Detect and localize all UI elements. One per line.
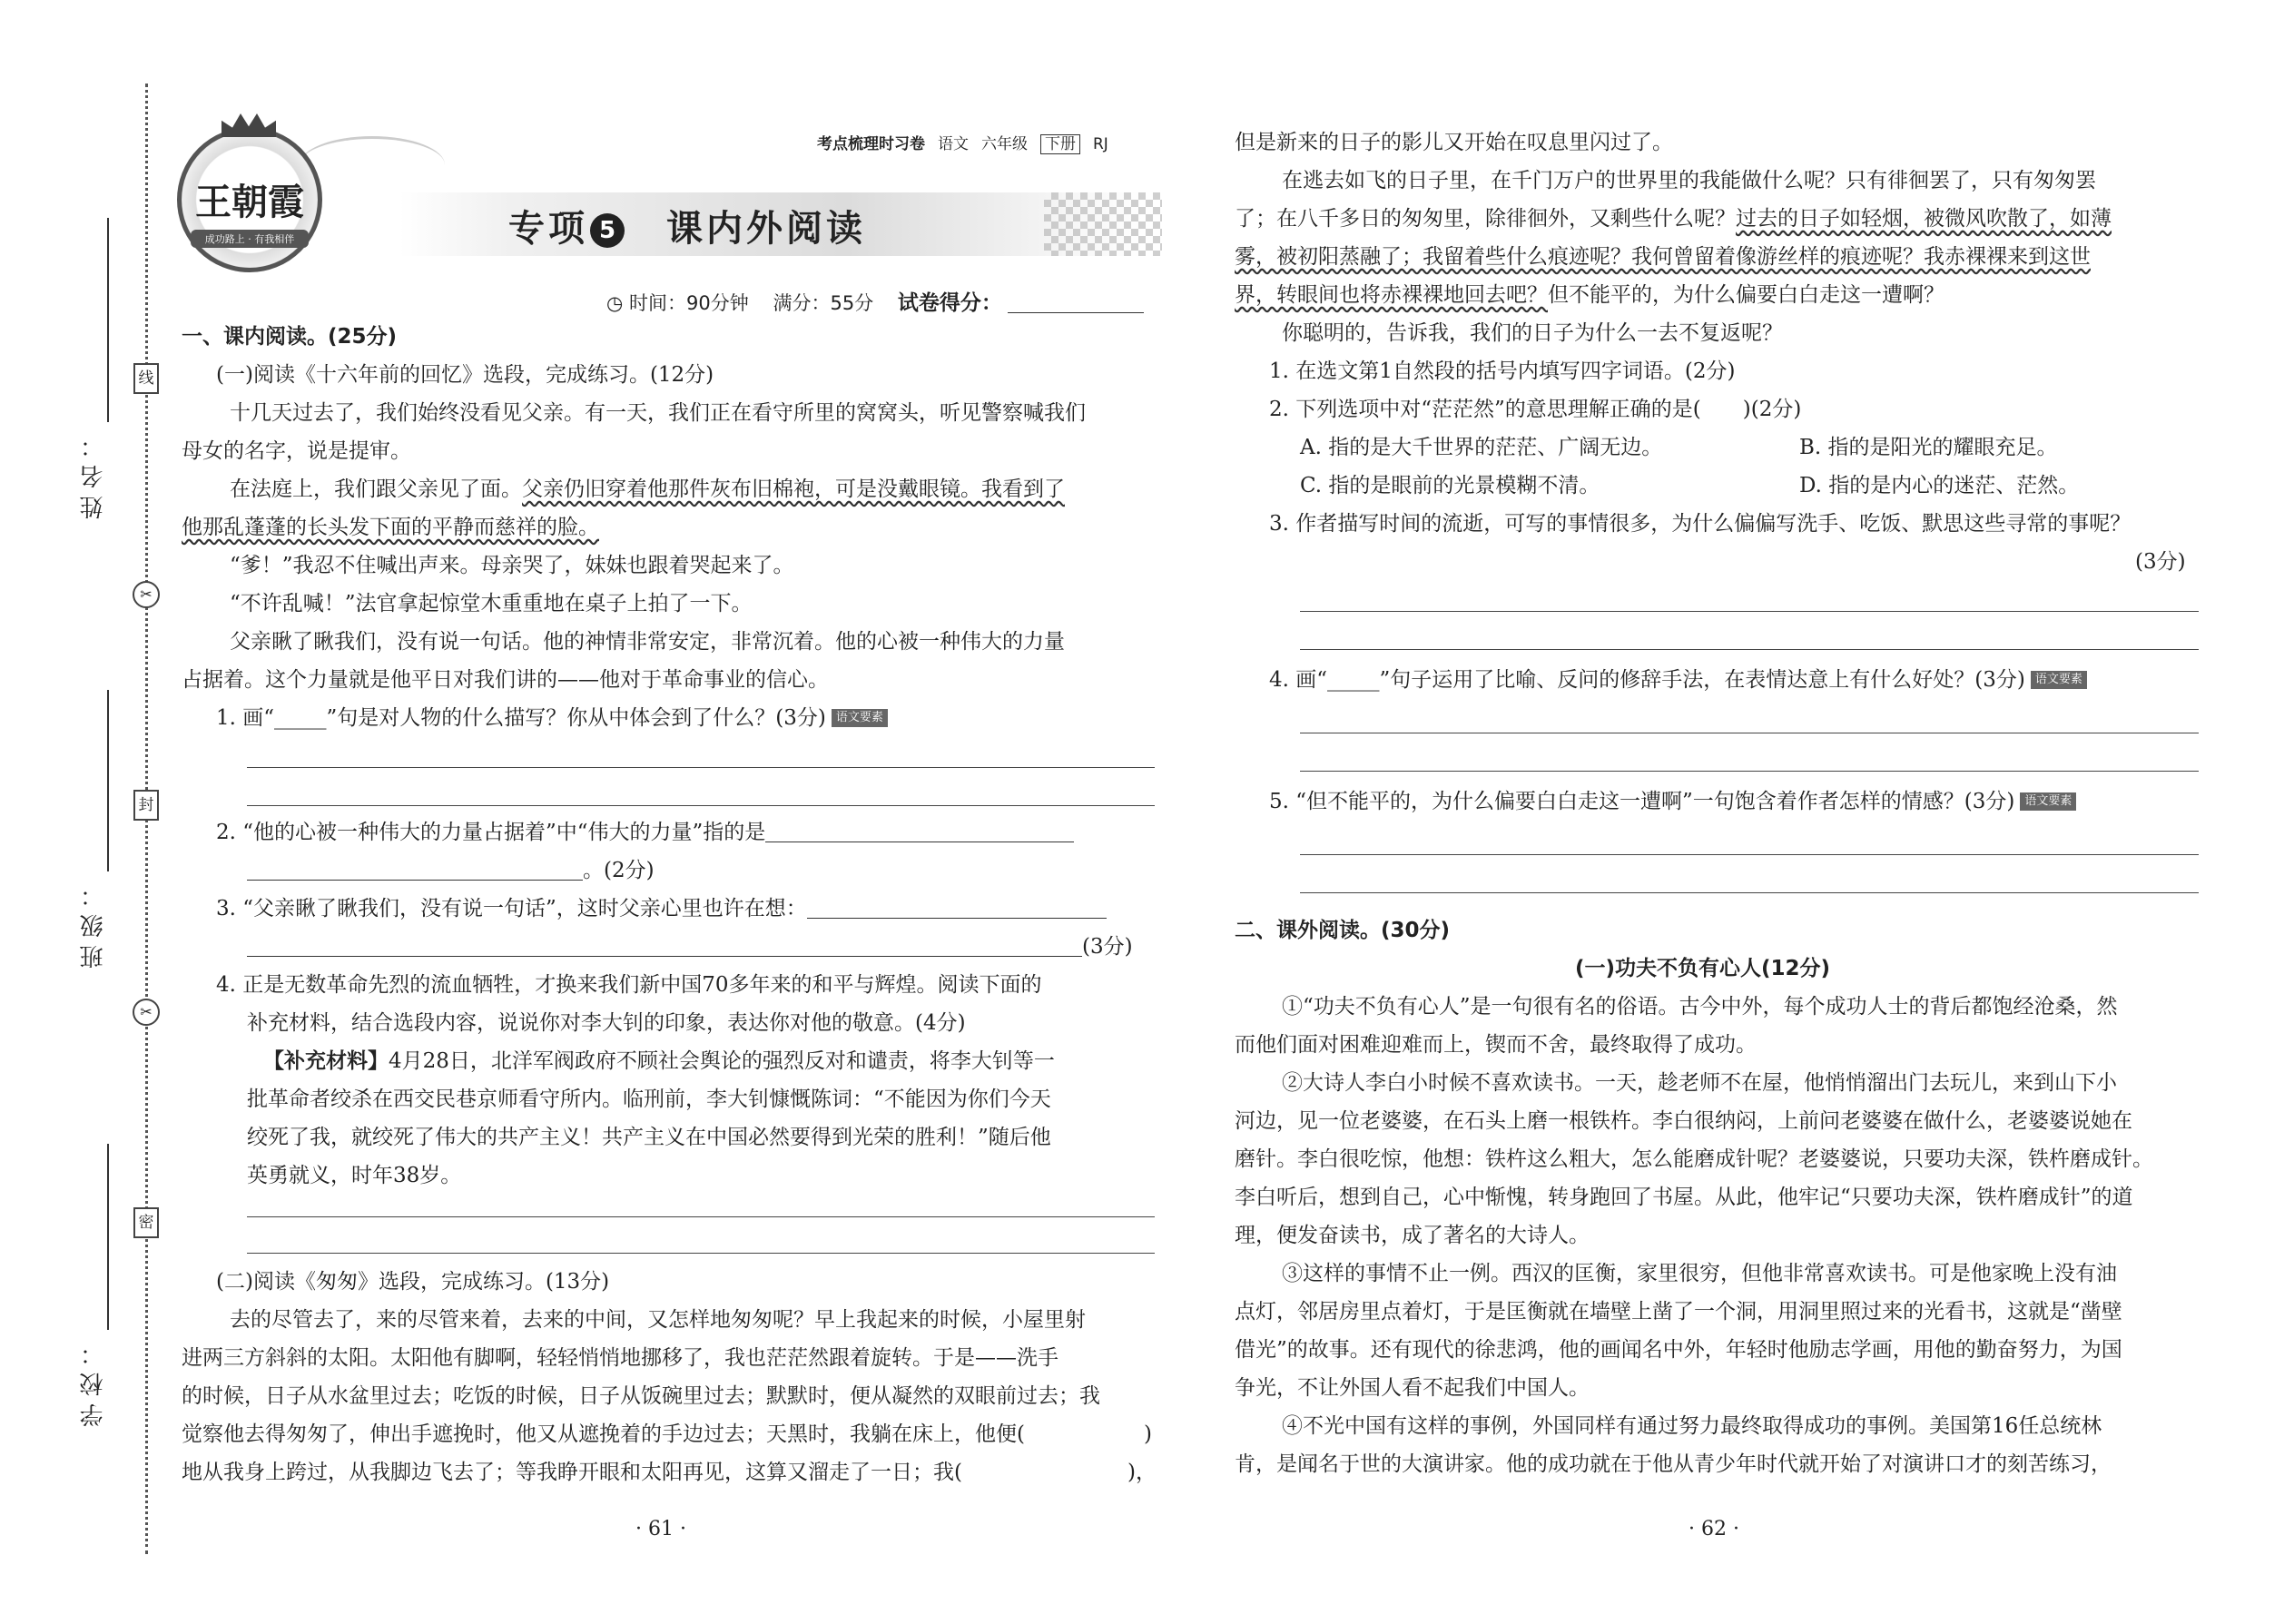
passage-line: “爹！”我忍不住喊出声来。母亲哭了，妹妹也跟着哭起来了。 xyxy=(230,554,794,577)
tag-badge: 语文要素 xyxy=(832,709,888,727)
question-r1: 1. 在选文第1自然段的括号内填写四字词语。(2分) xyxy=(1269,359,1736,383)
clock-icon: ◷ xyxy=(606,292,624,314)
story-line: 而他们面对困难迎难而上，锲而不舍，最终取得了成功。 xyxy=(1235,1033,1757,1057)
story-line: 争光，不让外国人看不起我们中国人。 xyxy=(1235,1376,1590,1400)
page-number-left: · 61 · xyxy=(635,1518,686,1540)
question-r2: 2. 下列选项中对“茫茫然”的意思理解正确的是( )(2分) xyxy=(1269,398,1802,421)
exam-meta xyxy=(606,286,1144,316)
story-line: 借光”的故事。还有现代的徐悲鸿，他的画闻名中外，年轻时他励志学画，用他的勤奋努力，为国 xyxy=(1235,1338,2122,1362)
answer-blank[interactable] xyxy=(807,918,1107,919)
material-line: 批革命者绞杀在西交民巷京师看守所内。临刑前，李大钊慷慨陈词：“不能因为你们今天 xyxy=(247,1088,1051,1111)
question-3 xyxy=(216,896,1107,921)
material-line: 绞死了我，就绞死了伟大的共产主义！共产主义在中国必然要得到光荣的胜利！”随后他 xyxy=(247,1126,1051,1149)
story-line: 点灯，邻居房里点着灯，于是匡衡就在墙壁上凿了一个洞，用洞里照过来的光看书，这就是“凿壁 xyxy=(1235,1300,2122,1324)
story-line: 理，便发奋读书，成了著名的大诗人。 xyxy=(1235,1224,1590,1247)
answer-line[interactable] xyxy=(247,1253,1155,1254)
school-field[interactable] xyxy=(107,1144,109,1330)
cut-mark-secret: 密 xyxy=(133,1207,159,1238)
passage-text: 但不能平的，为什么偏要白白走这一遭啊？ xyxy=(1548,283,1944,307)
series-info xyxy=(817,131,1108,153)
answer-line[interactable] xyxy=(1300,892,2199,893)
answer-line[interactable] xyxy=(247,1216,1155,1217)
question-score: (3分) xyxy=(1082,935,1133,959)
passage-line xyxy=(1235,282,1944,308)
answer-line[interactable] xyxy=(1300,649,2199,650)
story-line: ④不光中国有这样的事例，外国同样有通过努力最终取得成功的事例。美国第16任总统林 xyxy=(1282,1414,2102,1438)
question-text: 1. 画“_____”句是对人物的什么描写？你从中体会到了什么？(3分) xyxy=(216,706,826,730)
name-label: 姓名： xyxy=(80,427,107,519)
brand-logo xyxy=(177,127,322,272)
passage-line: 十几天过去了，我们始终没看见父亲。有一天，我们正在看守所里的窝窝头，听见警察喊我们 xyxy=(230,401,1086,425)
passage-line: 觉察他去得匆匆了，伸出手遮挽时，他又从遮挽着的手边过去；天黑时，我躺在床上，他便( xyxy=(182,1422,1025,1446)
passage-line: 的时候，日子从水盆里过去；吃饭的时候，日子从饭碗里过去；默默时，便从凝然的双眼前过去；我 xyxy=(182,1384,1100,1408)
passage-line: 地从我身上跨过，从我脚边飞去了；等我睁开眼和太阳再见，这算又溜走了一日；我( xyxy=(182,1461,962,1484)
fill-bracket-end[interactable]: ) xyxy=(1144,1422,1152,1446)
material-line xyxy=(263,1048,1055,1074)
passage-line xyxy=(230,477,1065,502)
volume: 下册 xyxy=(1040,134,1080,154)
answer-line[interactable] xyxy=(1300,854,2199,855)
story-line: 河边，见一位老婆婆，在石头上磨一根铁杵。李白很纳闷，上前问老婆婆在做什么，老婆婆说她在 xyxy=(1235,1109,2132,1133)
passage-line: 但是新来的日子的影儿又开始在叹息里闪过了。 xyxy=(1235,131,1673,154)
underlined-sentence: 过去的日子如轻烟，被微风吹散了，如薄 xyxy=(1736,207,2112,231)
question-r4 xyxy=(1269,667,2087,693)
answer-blank[interactable] xyxy=(247,956,1082,957)
edition: RJ xyxy=(1093,135,1108,153)
time-limit: 时间：90分钟 xyxy=(629,292,749,314)
name-field[interactable] xyxy=(107,218,109,422)
title-main: 课内外阅读 xyxy=(666,208,866,250)
question-text: 2. “他的心被一种伟大的力量占据着”中“伟大的力量”指的是 xyxy=(216,821,766,844)
answer-line[interactable] xyxy=(1300,771,2199,772)
passage-line: “不许乱喊！”法官拿起惊堂木重重地在桌子上拍了一下。 xyxy=(230,592,753,615)
tag-badge: 语文要素 xyxy=(2031,671,2087,689)
question-3-cont xyxy=(247,934,1133,960)
passage-text: 在法庭上，我们跟父亲见了面。 xyxy=(230,477,522,501)
question-text: 3. “父亲瞅了瞅我们，没有说一句话”，这时父亲心里也许在想： xyxy=(216,897,807,920)
passage-line: 父亲瞅了瞅我们，没有说一句话。他的神情非常安定，非常沉着。他的心被一种伟大的力量 xyxy=(230,630,1065,654)
option-a[interactable]: A. 指的是大千世界的茫茫、广阔无边。 xyxy=(1300,436,1663,459)
story-line: 李白听后，想到自己，心中惭愧，转身跑回了书屋。从此，他牢记“只要功夫深，铁杵磨成针”的道 xyxy=(1235,1186,2133,1209)
answer-line[interactable] xyxy=(247,805,1155,806)
logo-text: 王朝霞 xyxy=(195,181,304,223)
story-line: ③这样的事情不止一例。西汉的匡衡，家里很穷，但他非常喜欢读书。可是他家晚上没有油 xyxy=(1282,1262,2117,1285)
passage-line: 在逃去如飞的日子里，在千门万户的世界里的我能做什么呢？只有徘徊罢了，只有匆匆罢 xyxy=(1282,169,2096,192)
passage-line: 去的尽管去了，来的尽管来着，去来的中间，又怎样地匆匆呢？早上我起来的时候，小屋里射 xyxy=(230,1308,1086,1332)
logo-slogan: 成功路上 · 有我相伴 xyxy=(191,230,309,248)
fill-bracket-end[interactable]: )， xyxy=(1127,1461,1157,1484)
scissors-icon: ✂ xyxy=(133,999,160,1026)
school-label: 学校： xyxy=(80,1334,107,1427)
story-line: ②大诗人李白小时候不喜欢读书。一天，趁老师不在屋，他悄悄溜出门去玩儿，来到山下小 xyxy=(1282,1071,2117,1095)
score-label: 试卷得分： xyxy=(897,291,1002,315)
class-label: 班级： xyxy=(80,876,107,969)
score-field[interactable] xyxy=(1008,312,1144,313)
material-text: 4月28日，北洋军阀政府不顾社会舆论的强烈反对和谴责，将李大钊等一 xyxy=(389,1049,1055,1073)
passage-line: 母女的名字，说是提审。 xyxy=(182,439,411,463)
material-label: 【补充材料】 xyxy=(263,1048,389,1073)
option-d[interactable]: D. 指的是内心的迷茫、茫然。 xyxy=(1799,474,2080,497)
story-line: ①“功夫不负有心人”是一句很有名的俗语。古今中外，每个成功人士的背后都饱经沧桑，然 xyxy=(1282,995,2118,1019)
underlined-sentence: 界，转眼间也将赤裸裸地回去吧？ xyxy=(1235,283,1548,307)
question-score: (3分) xyxy=(2135,550,2186,574)
question-2 xyxy=(216,820,1074,845)
passage-line: 占据着。这个力量就是他平日对我们讲的——他对于革命事业的信心。 xyxy=(182,668,829,692)
subject: 语文 xyxy=(938,135,969,153)
answer-line[interactable] xyxy=(247,767,1155,768)
cut-mark-seal: 封 xyxy=(133,790,159,821)
answer-blank[interactable] xyxy=(247,880,583,881)
class-field[interactable] xyxy=(107,690,109,871)
section-1-heading: 一、课内阅读。(25分) xyxy=(182,325,398,349)
checker-decoration xyxy=(1044,192,1162,256)
story-line: 肯，是闻名于世的大演讲家。他的成功就在于他从青少年时代就开始了对演讲口才的刻苦练习， xyxy=(1235,1452,2112,1476)
question-4: 4. 正是无数革命先烈的流血牺牲，才换来我们新中国70多年来的和平与辉煌。阅读下面的 xyxy=(216,973,1042,997)
section-2-heading: 二、课外阅读。(30分) xyxy=(1235,919,1451,942)
question-4-cont: 补充材料，结合选段内容，说说你对李大钊的印象，表达你对他的敬意。(4分) xyxy=(247,1011,966,1035)
title-number: 5 xyxy=(590,213,625,248)
passage-line xyxy=(1235,206,2112,231)
page-number-right: · 62 · xyxy=(1689,1518,1739,1540)
option-c[interactable]: C. 指的是眼前的光景模糊不清。 xyxy=(1300,474,1600,497)
answer-line[interactable] xyxy=(1300,611,2199,612)
grade: 六年级 xyxy=(981,135,1028,153)
passage-line: 进两三方斜斜的太阳。太阳他有脚啊，轻轻悄悄地挪移了，我也茫茫然跟着旋转。于是——洗手 xyxy=(182,1346,1058,1370)
question-r3: 3. 作者描写时间的流逝，可写的事情很多，为什么偏偏写洗手、吃饭、默思这些寻常的事呢？ xyxy=(1269,512,2132,536)
ribbon-decoration xyxy=(300,136,445,193)
story-title: (一)功夫不负有心人(12分) xyxy=(1575,957,1831,980)
story-line: 磨针。李白很吃惊，他想：铁杵这么粗大，怎么能磨成针呢？老婆婆说，只要功夫深，铁杵磨成针。 xyxy=(1235,1147,2153,1171)
underlined-sentence: 父亲仍旧穿着他那件灰布旧棉袍，可是没戴眼镜。我看到了 xyxy=(522,477,1065,501)
page-title xyxy=(508,200,866,251)
question-score: 。(2分) xyxy=(583,859,655,882)
tag-badge: 语文要素 xyxy=(2020,792,2076,811)
title-prefix: 专项 xyxy=(508,208,588,250)
question-1 xyxy=(216,705,888,731)
part-1-intro: (一)阅读《十六年前的回忆》选段，完成练习。(12分) xyxy=(216,363,714,387)
material-line: 英勇就义，时年38岁。 xyxy=(247,1164,462,1187)
part-2-intro: (二)阅读《匆匆》选段，完成练习。(13分) xyxy=(216,1270,610,1294)
underlined-sentence: 他那乱蓬蓬的长头发下面的平静而慈祥的脸。 xyxy=(182,516,599,539)
question-text: 5. “但不能平的，为什么偏要白白走这一遭啊”一句饱含着作者怎样的情感？(3分) xyxy=(1269,790,2015,813)
scissors-icon: ✂ xyxy=(133,581,160,608)
question-2-cont xyxy=(247,858,655,883)
full-marks: 满分：55分 xyxy=(773,292,874,314)
question-r5 xyxy=(1269,789,2076,814)
passage-text: 了；在八千多日的匆匆里，除徘徊外，又剩些什么呢？ xyxy=(1235,207,1736,231)
crown-icon xyxy=(222,113,276,137)
passage-line: 你聪明的，告诉我，我们的日子为什么一去不复返呢？ xyxy=(1282,321,1783,345)
option-b[interactable]: B. 指的是阳光的耀眼充足。 xyxy=(1799,436,2058,459)
cut-mark-line: 线 xyxy=(133,363,159,394)
underlined-sentence: 雾，被初阳蒸融了；我留着些什么痕迹呢？我何曾留着像游丝样的痕迹呢？我赤裸裸来到这世 xyxy=(1235,245,2091,269)
question-text: 4. 画“_____”句子运用了比喻、反问的修辞手法，在表情达意上有什么好处？(3分) xyxy=(1269,668,2025,692)
series-name: 考点梳理时习卷 xyxy=(817,135,925,153)
